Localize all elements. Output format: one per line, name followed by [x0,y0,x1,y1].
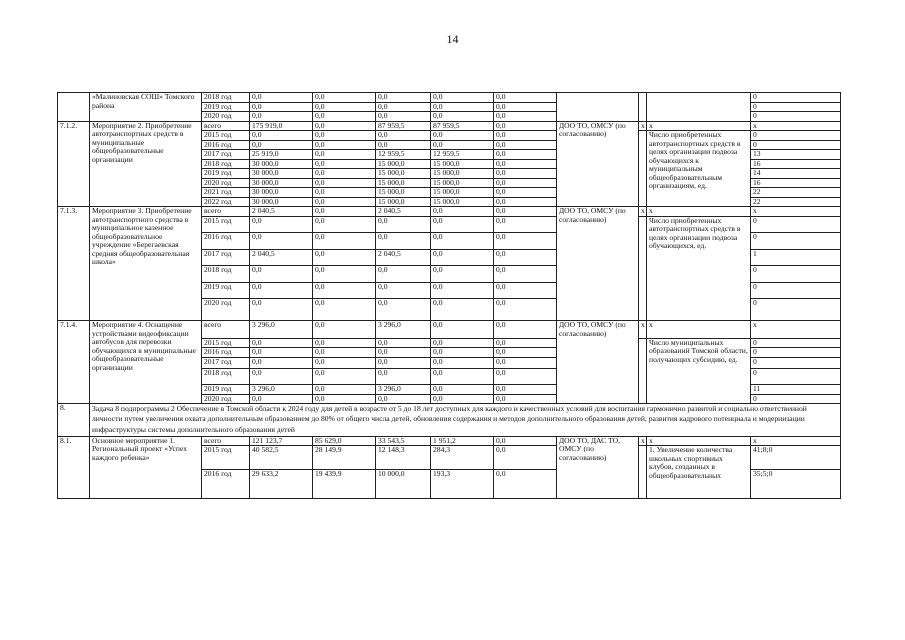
table-cell: 0,0 [431,207,494,217]
table-cell: 0,0 [494,266,557,283]
table-cell: Задача 8 подпрограммы 2 Обеспечение в Томской области к 2024 году для детей в возрасте от 5 до 18 лет доступных для каждого и качественных условий для воспитания гармонично развитой и социально ответственной личности путем увеличения охвата дополнительным образованием до 80% от общего числа детей, обновления содержания и методов дополнительного образования детей, развития кадрового потенциала и модернизации инфраструктуры системы дополнительного образования детей [90,404,841,437]
table-cell: 2 040,5 [376,249,431,266]
table-cell: 2018 год [202,93,250,103]
table-cell: 2018 год [202,159,250,169]
table-cell: 0,0 [494,178,557,188]
table-cell: 3 296,0 [376,385,431,395]
table-cell: 15 000,0 [376,197,431,207]
table-cell: 16 [751,178,841,188]
table-cell: 2019 год [202,385,250,395]
table-cell: х [751,321,841,339]
table-cell: 25 919,0 [250,150,313,160]
table-cell: 22 [751,188,841,198]
table-cell: 3 296,0 [376,321,431,339]
table-cell: 0,0 [431,282,494,299]
table-cell: 0,0 [494,348,557,358]
table-cell: 121 123,7 [250,436,313,446]
table-cell: 0,0 [431,368,494,385]
table-cell: х [751,436,841,446]
table-cell: 0,0 [250,394,313,404]
table-cell: 2020 год [202,178,250,188]
table-cell: 30 000,0 [250,197,313,207]
table-cell: 2018 год [202,266,250,283]
table-cell: 0,0 [494,446,557,470]
table-cell: 0,0 [313,121,376,131]
table-cell: 0,0 [250,357,313,368]
table-cell: 0 [751,357,841,368]
table-cell: 0,0 [313,249,376,266]
table-cell: 14 [751,169,841,179]
program-table [57,92,841,499]
table-cell: х [751,121,841,131]
table-cell: 30 000,0 [250,188,313,198]
table-cell: 0,0 [494,385,557,395]
table-cell: 0,0 [376,348,431,358]
table-cell: 0,0 [250,131,313,141]
table-cell: всего [202,436,250,446]
table-cell: 193,3 [431,470,494,499]
table-cell: 0,0 [376,233,431,250]
table-cell: 0,0 [313,233,376,250]
table-cell: 0,0 [376,102,431,112]
table-cell: 0 [751,299,841,321]
table-cell: 2019 год [202,282,250,299]
table-cell: 0,0 [250,368,313,385]
table-row [58,321,841,339]
table-cell: 0,0 [431,385,494,395]
table-cell: 15 000,0 [431,159,494,169]
table-cell: 2017 год [202,150,250,160]
table-cell: ДОО ТО, ОМСУ (по согласованию) [557,321,639,404]
table-cell: 0,0 [431,321,494,339]
table-cell [58,93,90,122]
table-cell: 7.1.2. [58,121,90,207]
table-cell: 0 [751,394,841,404]
table-cell: 0,0 [431,112,494,122]
table-cell: Число муниципальных образований Томской области, получающих субсидию, ед. [647,338,751,404]
table-cell: 0,0 [431,357,494,368]
table-cell: 0,0 [431,140,494,150]
table-cell: 0 [751,140,841,150]
table-cell: 0,0 [494,357,557,368]
table-cell: 0,0 [313,169,376,179]
table-cell: 12 959,5 [376,150,431,160]
table-cell: 0,0 [494,131,557,141]
table-cell: 30 000,0 [250,178,313,188]
table-cell: 0 [751,338,841,348]
table-row [58,436,841,446]
table-cell: 3 296,0 [250,321,313,339]
table-cell: 0 [751,216,841,233]
table-cell: 0,0 [376,93,431,103]
table-cell: 2016 год [202,348,250,358]
table-cell: 0,0 [250,216,313,233]
table-cell: 3 296,0 [250,385,313,395]
table-cell: 30 000,0 [250,169,313,179]
table-cell: 85 629,0 [313,436,376,446]
table-cell: 2022 год [202,197,250,207]
table-cell: х [639,321,647,339]
table-cell: 10 000,0 [376,470,431,499]
table-cell: Мероприятие 4. Оснащение устройствами видеофиксации автобусов для перевозки обучающихся в муниципальные общеобразовательные организации [90,321,202,404]
table-cell: 0,0 [313,348,376,358]
table-cell: х [639,436,647,446]
table-cell: ДОО ТО, ОМСУ (по согласованию) [557,121,639,207]
table-cell: 0 [751,348,841,358]
table-cell: 0 [751,93,841,103]
table-cell: 0,0 [313,216,376,233]
table-cell: 15 000,0 [376,178,431,188]
table-cell: 2021 год [202,188,250,198]
table-cell: 0,0 [494,368,557,385]
table-cell: 0,0 [313,188,376,198]
table-cell: 0,0 [494,188,557,198]
table-cell: 0,0 [313,197,376,207]
table-cell: 0 [751,282,841,299]
table-cell: 0,0 [494,102,557,112]
table-cell: 0,0 [376,394,431,404]
table-cell: 175 919,0 [250,121,313,131]
table-row [58,404,841,437]
table-cell: 0,0 [431,249,494,266]
table-cell: 0,0 [376,338,431,348]
table-cell: 12 148,3 [376,446,431,470]
table-cell: 0,0 [494,150,557,160]
table-cell: 0,0 [313,159,376,169]
table-cell: 41;8;0 [751,446,841,470]
table-cell: 0,0 [313,112,376,122]
table-cell: 0,0 [313,93,376,103]
table-cell: Число приобретенных автотранспортных средств в целях организации подвоза обучающихся, ед. [647,216,751,321]
table-cell: 0 [751,131,841,141]
table-cell: 0,0 [376,131,431,141]
table-cell: ДОО ТО, ОМСУ (по согласованию) [557,207,639,321]
table-cell: 0,0 [250,102,313,112]
table-cell: 0,0 [376,266,431,283]
table-cell: 2 040,5 [250,207,313,217]
table-cell: 0,0 [313,385,376,395]
table-cell: 0,0 [494,233,557,250]
table-cell: х [647,207,751,217]
table-cell: 15 000,0 [431,197,494,207]
table-cell: 33 543,5 [376,436,431,446]
table-cell: 0,0 [313,321,376,339]
table-cell: 8. [58,404,90,437]
table-cell: 0,0 [313,207,376,217]
table-cell: 0,0 [431,394,494,404]
table-cell: 0,0 [431,216,494,233]
table-cell [639,93,647,122]
table-cell: 0,0 [313,394,376,404]
table-cell: всего [202,121,250,131]
table-cell: всего [202,207,250,217]
table-cell: х [647,121,751,131]
table-cell [639,131,647,207]
table-cell: 0,0 [494,394,557,404]
table-cell: 0,0 [313,282,376,299]
table-cell: 0,0 [494,321,557,339]
table-cell: 0,0 [431,93,494,103]
table-cell: 0,0 [250,299,313,321]
table-cell: Основное мероприятие 1. Региональный проект «Успех каждого ребенка» [90,436,202,499]
table-cell: 2020 год [202,394,250,404]
table-cell: х [639,207,647,217]
table-cell: 2019 год [202,169,250,179]
table-cell: х [751,207,841,217]
table-cell: 7.1.4. [58,321,90,404]
table-cell: 0,0 [313,338,376,348]
table-cell: 29 633,2 [250,470,313,499]
table-cell: 0,0 [250,338,313,348]
table-cell: 0 [751,112,841,122]
table-cell: 0,0 [250,233,313,250]
page-number: 14 [446,32,459,46]
table-cell: 0,0 [376,112,431,122]
table-cell: 0,0 [494,93,557,103]
table-cell: 0,0 [313,178,376,188]
table-cell: 1 [751,249,841,266]
table-cell: 0,0 [376,216,431,233]
table-cell: 0,0 [250,112,313,122]
table-cell: 15 000,0 [376,159,431,169]
table-cell: 0,0 [431,131,494,141]
table-cell: 0,0 [431,102,494,112]
table-cell: 13 [751,150,841,160]
table-cell: 16 [751,159,841,169]
table-cell: 2015 год [202,446,250,470]
table-cell: 15 000,0 [376,169,431,179]
table-cell: 0,0 [313,102,376,112]
table-cell: Мероприятие 2. Приобретение автотранспортных средств в муниципальные общеобразовательные организации [90,121,202,207]
table-cell: 0 [751,368,841,385]
table-cell: «Малиновская СОШ» Томского района [90,93,202,122]
table-cell: 87 959,5 [431,121,494,131]
table-cell: 0,0 [431,348,494,358]
table-cell: 0,0 [376,299,431,321]
table-cell: 0,0 [376,357,431,368]
table-cell: 15 000,0 [431,188,494,198]
table-cell: 0,0 [250,93,313,103]
table-cell: 0,0 [494,169,557,179]
table-cell: 0,0 [494,338,557,348]
table-cell: 0,0 [431,299,494,321]
table-cell: 0,0 [250,266,313,283]
table-cell: 2015 год [202,216,250,233]
table-cell: Мероприятие 3. Приобретение автотранспортного средства в муниципальное казенное общеобразовательное учреждение «Берегаевская средняя общеобразовательная школа» [90,207,202,321]
table-cell: 0,0 [431,233,494,250]
table-cell: 0,0 [494,140,557,150]
table-cell: 0,0 [494,249,557,266]
table-cell: 11 [751,385,841,395]
table-cell: 0,0 [494,282,557,299]
table-cell: 0,0 [494,112,557,122]
table-cell [557,93,639,122]
table-cell: 0,0 [494,216,557,233]
table-cell [639,446,647,499]
table-cell: 0,0 [313,266,376,283]
table-cell: 0 [751,102,841,112]
table-cell [647,93,751,122]
table-cell: 0,0 [313,368,376,385]
table-cell: 15 000,0 [376,188,431,198]
table-cell: 0,0 [494,470,557,499]
table-cell: Число приобретенных автотранспортных средств в целях организации подвоза обучающихся к муниципальным общеобразовательным организациям, ед. [647,131,751,207]
table-cell: 0,0 [494,121,557,131]
table-cell: 2 040,5 [376,207,431,217]
table-cell: 0,0 [494,197,557,207]
table-cell: 2020 год [202,299,250,321]
table-cell: 2019 год [202,102,250,112]
table-row [58,121,841,131]
table-cell: 0,0 [376,140,431,150]
table-cell: 2018 год [202,368,250,385]
table-cell: 0,0 [431,266,494,283]
table-cell: ДОО ТО, ДАС ТО, ОМСУ (по согласованию) [557,436,639,499]
table-cell: 2015 год [202,131,250,141]
table-cell: 87 959,5 [376,121,431,131]
table-cell: 2015 год [202,338,250,348]
table-cell: 0,0 [431,338,494,348]
table-cell: 15 000,0 [431,178,494,188]
table-cell: 0,0 [313,357,376,368]
table-cell: 2017 год [202,249,250,266]
table-cell: всего [202,321,250,339]
table-cell: 2016 год [202,140,250,150]
table-cell [639,216,647,321]
table-cell: 2016 год [202,470,250,499]
table-cell: х [647,436,751,446]
table-cell: 1 951,2 [431,436,494,446]
table-cell: 8.1. [58,436,90,499]
table-cell: 0,0 [494,207,557,217]
table-cell: 35;5;0 [751,470,841,499]
table-row [58,207,841,217]
table-cell: 284,3 [431,446,494,470]
table-cell: 0,0 [313,299,376,321]
table-cell: 28 149,9 [313,446,376,470]
table-cell: х [647,321,751,339]
table-cell [639,338,647,404]
table-cell: 2020 год [202,112,250,122]
table-cell: 0,0 [313,131,376,141]
table-cell: 0,0 [494,299,557,321]
table-cell: 0,0 [313,150,376,160]
table-cell: 1. Увеличение количества школьных спортивных клубов, созданных в общеобразовательных [647,446,751,499]
table-cell: 0,0 [250,348,313,358]
table-cell: 40 582,5 [250,446,313,470]
table-cell: 7.1.3. [58,207,90,321]
table-cell: 2016 год [202,233,250,250]
table-cell: 0,0 [376,282,431,299]
table-cell: 2 040,5 [250,249,313,266]
table-cell: 0 [751,233,841,250]
table-row [58,93,841,103]
table-cell: 0,0 [250,140,313,150]
table-cell: 30 000,0 [250,159,313,169]
table-cell: 15 000,0 [431,169,494,179]
table-cell: 0,0 [250,282,313,299]
table-cell: 22 [751,197,841,207]
table-cell: 2017 год [202,357,250,368]
table-cell: 0,0 [494,436,557,446]
table-cell: 12 959,5 [431,150,494,160]
table-cell: 0,0 [376,368,431,385]
table-cell: 0,0 [313,140,376,150]
table-cell: х [639,121,647,131]
table-cell: 0,0 [494,159,557,169]
table-cell: 19 439,9 [313,470,376,499]
table-cell: 0 [751,266,841,283]
